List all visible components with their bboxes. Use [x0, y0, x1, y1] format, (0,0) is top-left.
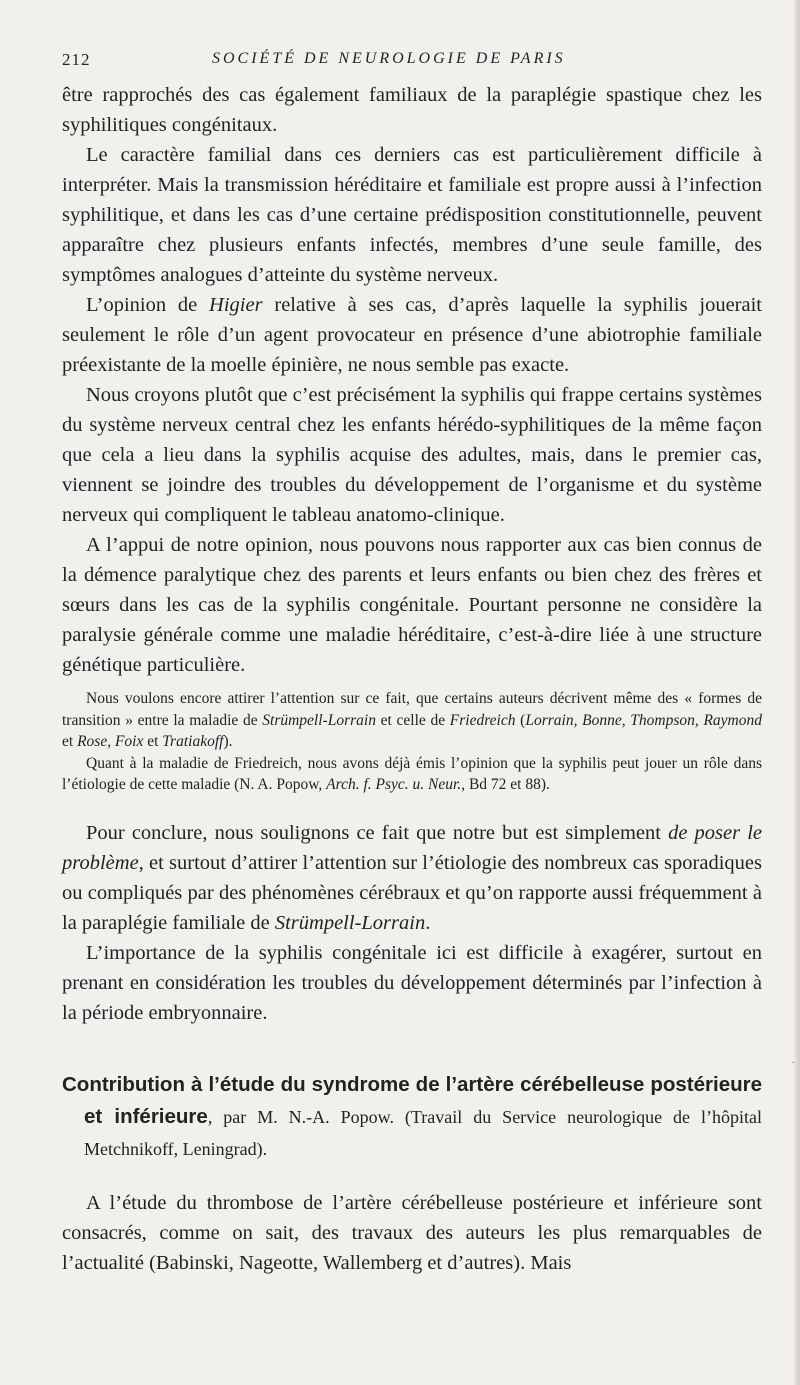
author-name-higier: Higier [209, 294, 263, 316]
note-name: Lorrain, Bonne, Thompson, Raymond [525, 711, 762, 729]
paragraph-2: Le caractère familial dans ces derniers cas est particulièrement difficile à interpréter. Mais la transmission héréditaire et familiale est propre aussi à l’infection syphilitique, et dans les cas d’une certaine prédisposition constitutionnelle, peuvent apparaître chez plusieurs enfants infectés, membres d’une seule famille, des symptômes analogues d’atteinte du système nerveux. [62, 144, 762, 286]
paragraph-4: Nous croyons plutôt que c’est précisément la syphilis qui frappe certains systèmes du système nerveux central chez les enfants hérédo-syphilitiques de la même façon que cela a lieu dans la syphilis acquise des adultes, mais, dans le premier cas, viennent se joindre des troubles du développement de l’organisme et du système nerveux qui compliquent le tableau anatomo-clinique. [62, 384, 762, 526]
emphasis-text: de poser le problème [62, 821, 762, 874]
note-name: Friedreich [449, 711, 516, 729]
note-name: Strümpell-Lorrain [262, 711, 376, 729]
note-text: et [143, 733, 163, 750]
article-title: Contribution à l’étude du syndrome de l’artère cérébelleuse postérieure et inférieure [62, 1072, 762, 1128]
conclusion-text: , et surtout d’attirer l’attention sur l’étiologie des nombreux cas sporadiques ou compliqués par des phénomènes cérébraux et qu’on rapporte aussi fréquemment à la paraplégie familiale de [62, 851, 762, 934]
note-text: ). [223, 733, 233, 750]
conclusion-text: Pour conclure, nous soulignons ce fait que notre but est simplement [86, 821, 669, 844]
margin-mark: . [792, 1055, 795, 1066]
page-number: 212 [62, 50, 91, 69]
paragraph-3-text: L’opinion de [86, 294, 210, 316]
running-head [62, 50, 762, 74]
note-name: Rose, Foix [77, 733, 144, 750]
footnote-2 [62, 753, 762, 796]
emphasis-text: Strümpell-Lorrain [274, 911, 426, 934]
note-text: et [62, 733, 78, 750]
article-opening-paragraph: A l’étude du thrombose de l’artère cérébelleuse postérieure et inférieure sont consacrés, comme on sait, des travaux des auteurs les plus remarquables de l’actualité (Babinski, Nageotte, Wallemberg et d’autres). Mais [62, 1191, 762, 1274]
conclusion-paragraph-1 [62, 818, 762, 938]
note-text: Nous voulons encore attirer l’attention sur ce fait, que certains auteurs décrivent même des « formes de transition » entre la maladie de [62, 690, 762, 729]
page-body [62, 80, 762, 1278]
note-text: Quant à la maladie de Friedreich, nous avons déjà émis l’opinion que la syphilis peut jouer un rôle dans l’étiologie de cette maladie (N. A. Popow, [62, 754, 762, 793]
article-heading [62, 1070, 762, 1166]
paragraph-5: A l’appui de notre opinion, nous pouvons nous rapporter aux cas bien connus de la démence paralytique chez des parents et leurs enfants ou bien chez des frères et sœurs dans les cas de la syphilis congénitale. Pourtant personne ne considère la paralysie générale comme une maladie héréditaire, c’est-à-dire liée à une structure génétique particulière. [62, 534, 762, 676]
note-text: , Bd 72 et 88). [461, 776, 550, 793]
running-title: SOCIÉTÉ DE NEUROLOGIE DE PARIS [212, 50, 566, 67]
conclusion-text: . [425, 911, 431, 934]
article-byline: , par M. N.-A. Popow. (Travail du Service neurologique de l’hôpital Metchnikoff, Leningrad). [84, 1106, 762, 1159]
note-name: Tratiakoff [162, 733, 224, 750]
paragraph-1: être rapprochés des cas également familiaux de la paraplégie spastique chez les syphilitiques congénitaux. [62, 84, 762, 136]
footnote-1 [62, 688, 762, 753]
page-edge-shadow [794, 0, 800, 1385]
note-text: et celle de [375, 711, 450, 729]
journal-citation: Arch. f. Psyc. u. Neur. [326, 776, 462, 793]
paragraph-3 [62, 290, 762, 380]
paragraph-3-text-end: relative à ses cas, d’après laquelle la syphilis jouerait seulement le rôle d’un agent provocateur en présence d’une abiotrophie familiale préexistante de la moelle épinière, ne nous semble pas exacte. [62, 294, 762, 376]
conclusion-paragraph-2: L’importance de la syphilis congénitale ici est difficile à exagérer, surtout en prenant en considération les troubles du développement déterminés par l’infection à la période embryonnaire. [62, 941, 762, 1024]
note-text: ( [515, 711, 526, 729]
